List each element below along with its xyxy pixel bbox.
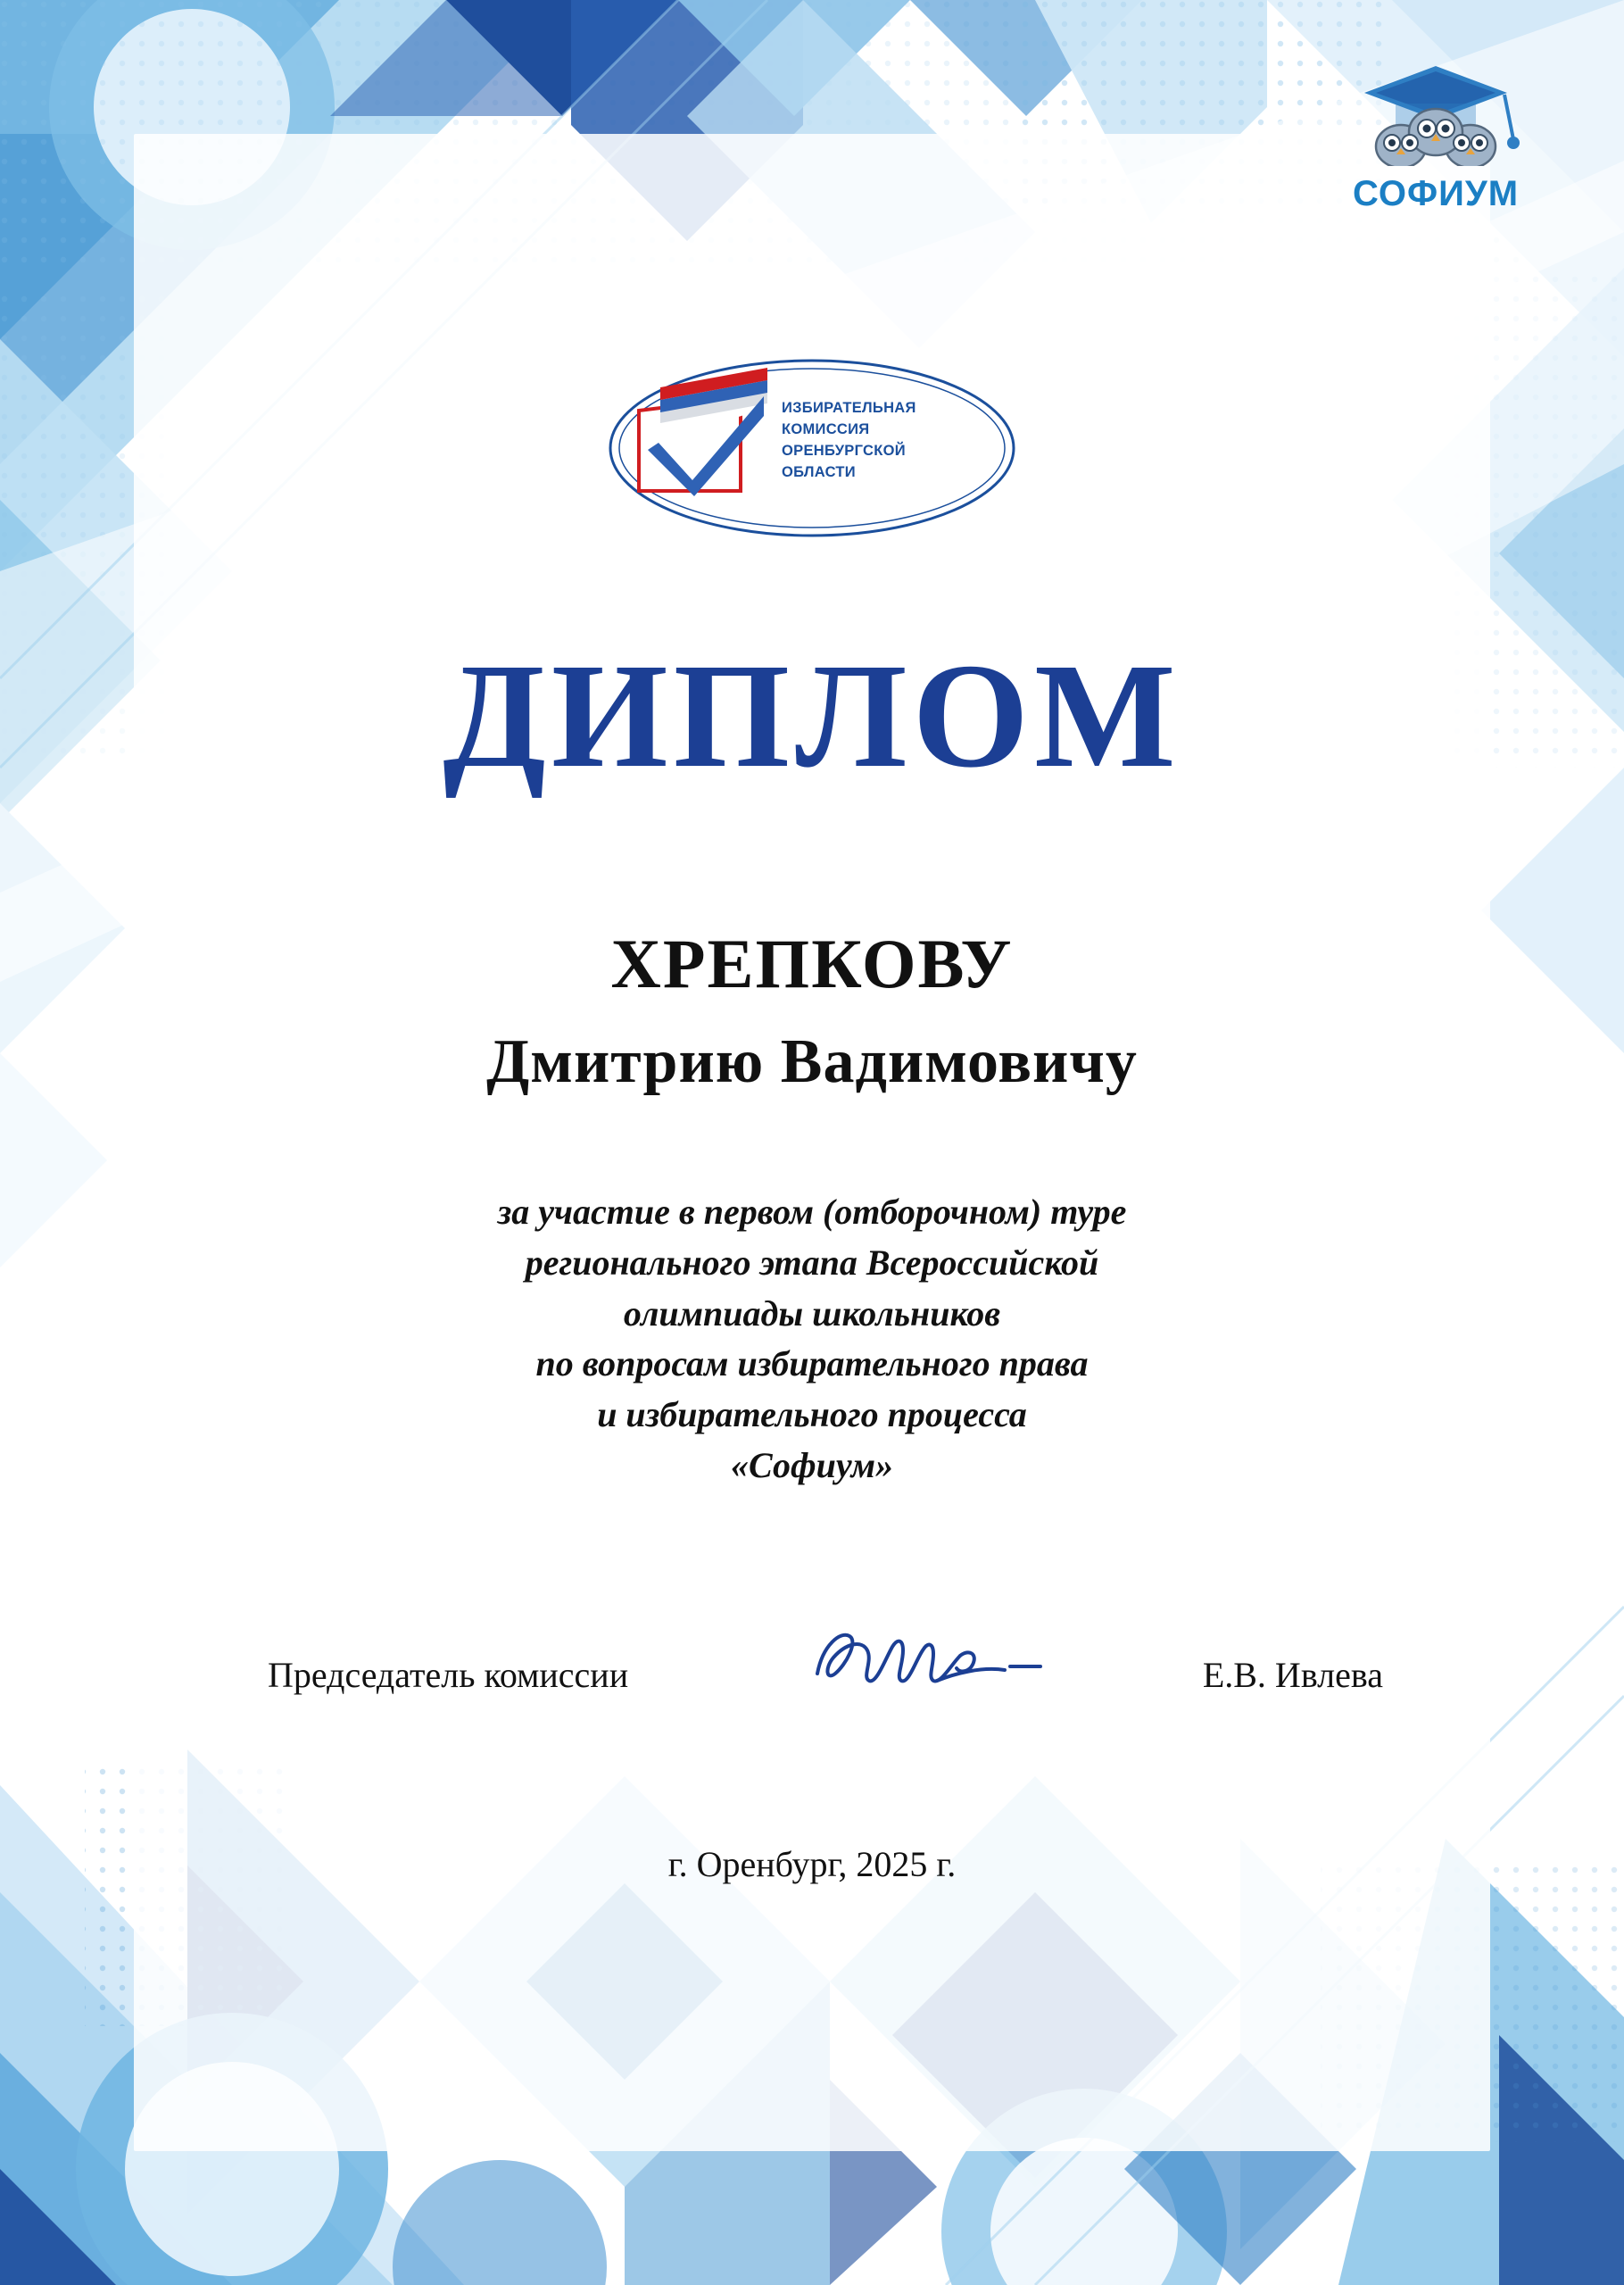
award-reason-line: регионального этапа Всероссийской bbox=[525, 1242, 1099, 1283]
recipient-surname: ХРЕПКОВУ bbox=[610, 925, 1014, 1002]
owls-graduation-cap-icon bbox=[1306, 61, 1565, 166]
document-title: ДИПЛОМ bbox=[443, 633, 1181, 799]
election-commission-emblem bbox=[607, 357, 1017, 540]
award-reason-line: и избирательного процесса bbox=[597, 1394, 1027, 1435]
award-reason-line: «Софиум» bbox=[731, 1444, 893, 1485]
sofium-logo bbox=[1306, 61, 1565, 213]
signature-block bbox=[268, 1638, 1383, 1718]
signature-person: Е.В. Ивлева bbox=[1202, 1655, 1383, 1695]
signature-role: Председатель комиссии bbox=[268, 1655, 629, 1695]
sofium-logo-text: СОФИУМ bbox=[1352, 174, 1520, 213]
place-and-date: г. Оренбург, 2025 г. bbox=[667, 1844, 957, 1884]
recipient-given-name: Дмитрию Вадимовичу bbox=[486, 1027, 1138, 1096]
award-reason bbox=[0, 1187, 1624, 1491]
award-reason-line: олимпиады школьников bbox=[623, 1292, 1001, 1334]
award-reason-line: за участие в первом (отборочном) туре bbox=[497, 1192, 1127, 1232]
handwritten-signature-icon bbox=[803, 1615, 1071, 1713]
award-reason-line: по вопросам избирательного права bbox=[535, 1343, 1089, 1384]
emblem-text: ИЗБИРАТЕЛЬНАЯ КОМИССИЯ ОРЕНБУРГСКОЙ ОБЛАСТИ bbox=[782, 400, 916, 480]
